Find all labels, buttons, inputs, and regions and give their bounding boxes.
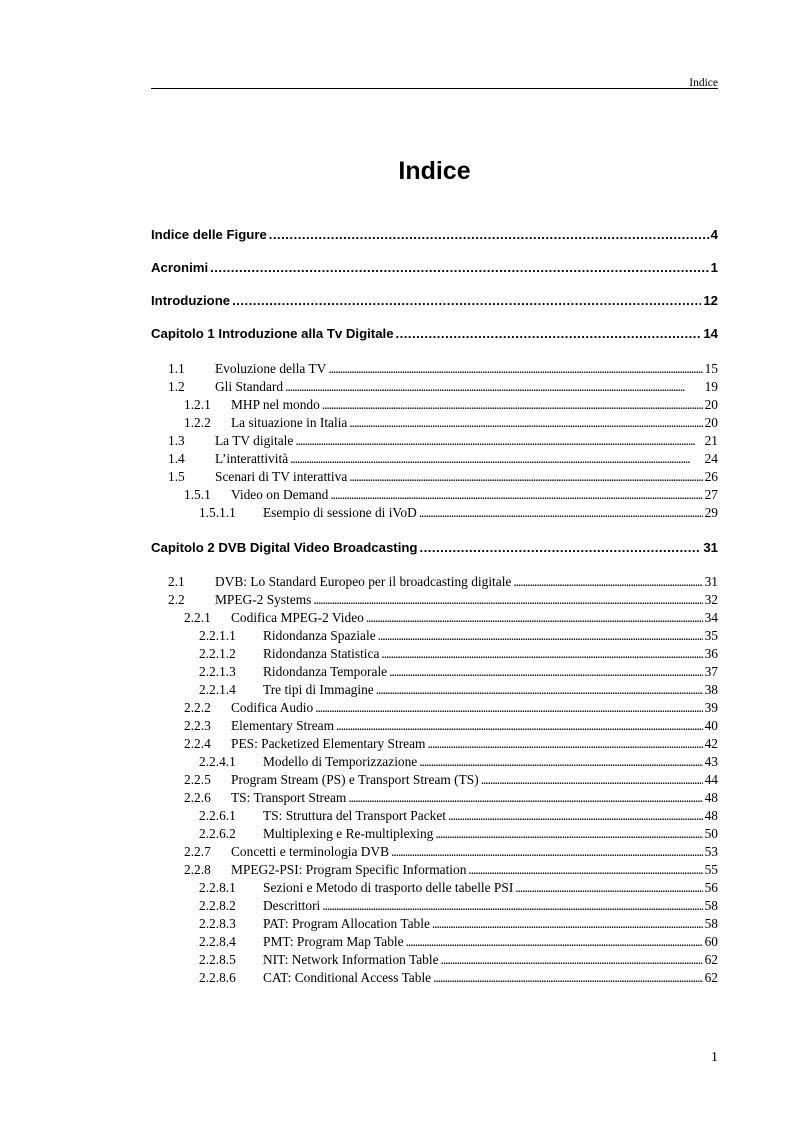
- toc-entry[interactable]: [151, 645, 718, 663]
- toc-entry-page: 20: [704, 415, 718, 430]
- dot-leader: [328, 360, 702, 378]
- toc-entry-number: 2.2.5: [184, 772, 211, 787]
- dot-leader: [441, 951, 703, 969]
- toc-entry[interactable]: [151, 432, 718, 450]
- dot-leader: [435, 825, 702, 843]
- toc-entry-number: 1.3: [168, 433, 185, 448]
- toc-entry-page: 40: [704, 718, 718, 733]
- toc-entry-number: 2.2.1.2: [199, 646, 236, 661]
- toc-entry-title: L’interattività: [215, 451, 289, 466]
- toc-entry[interactable]: [151, 627, 718, 645]
- toc-entry-title: La TV digitale: [215, 433, 294, 448]
- toc-entry-number: 2.2.6.2: [199, 826, 236, 841]
- toc-entry-number: 2.2.8.1: [199, 880, 236, 895]
- dot-leader: [391, 843, 703, 861]
- toc-entry-title: Acronimi: [151, 260, 209, 275]
- toc-entry-title: Ridondanza Temporale: [263, 664, 388, 679]
- dot-leader: [348, 789, 702, 807]
- toc-entry[interactable]: [151, 807, 718, 825]
- toc-entry-number: 2.2.8: [184, 862, 211, 877]
- toc-entry-page: 55: [704, 862, 718, 877]
- toc-entry-page: 15: [704, 361, 718, 376]
- toc-entry-capitolo-2[interactable]: [151, 539, 718, 557]
- dot-leader: [378, 627, 703, 645]
- toc-entry-page: 56: [704, 880, 718, 895]
- toc-entry-page: 37: [704, 664, 718, 679]
- toc-entry-page: 38: [704, 682, 718, 697]
- dot-leader: [322, 396, 703, 414]
- toc-entry-title: MPEG-2 Systems: [215, 592, 312, 607]
- toc-entry[interactable]: [151, 951, 718, 969]
- toc-entry-title: CAT: Conditional Access Table: [263, 970, 432, 985]
- toc-entry-page: 32: [704, 592, 718, 607]
- toc-entry-number: 2.2.1.4: [199, 682, 236, 697]
- toc-entry-page: 27: [704, 487, 718, 502]
- toc-entry-page: 24: [704, 451, 718, 466]
- toc-entry[interactable]: [151, 753, 718, 771]
- toc-entry-title: Codifica MPEG-2 Video: [231, 610, 364, 625]
- toc-entry-number: 1.2.2: [184, 415, 211, 430]
- toc-entry[interactable]: [151, 915, 718, 933]
- toc-entry[interactable]: [151, 360, 718, 378]
- dot-leader: [513, 573, 702, 591]
- toc-entry-number: 2.2.1.3: [199, 664, 236, 679]
- toc-entry-page: 53: [704, 844, 718, 859]
- dot-leader: [406, 933, 703, 951]
- dot-leader: [330, 486, 702, 504]
- toc-entry-number: 1.1: [168, 361, 185, 376]
- dot-leader: [419, 753, 702, 771]
- toc-entry-number: 2.2.6: [184, 790, 211, 805]
- toc-entry-page: 12: [703, 293, 718, 308]
- toc-entry-page: 21: [704, 433, 718, 448]
- toc-entry-page: 26: [704, 469, 718, 484]
- dot-leader: [322, 897, 702, 915]
- toc-entry-page: 60: [704, 934, 718, 949]
- toc-entry-page: 50: [704, 826, 718, 841]
- toc-entry-page: 34: [704, 610, 718, 625]
- toc-entry-page: 20: [704, 397, 718, 412]
- toc-entry-number: 2.2.8.2: [199, 898, 236, 913]
- toc-entry[interactable]: [151, 663, 718, 681]
- toc-entry-number: 2.2.8.6: [199, 970, 236, 985]
- toc-entry-title: Evoluzione della TV: [215, 361, 327, 376]
- toc-entry-page: 31: [703, 540, 718, 555]
- dot-leader: [481, 771, 703, 789]
- toc-entry-title: Scenari di TV interattiva: [215, 469, 348, 484]
- toc-entry-title: TS: Struttura del Transport Packet: [263, 808, 446, 823]
- dot-leader: [313, 591, 702, 609]
- toc-entry-title: Descrittori: [263, 898, 321, 913]
- dot-leader: [315, 699, 702, 717]
- toc-entry[interactable]: [151, 486, 718, 504]
- toc-entry-number: 2.2.2: [184, 700, 211, 715]
- toc-entry-page: 48: [704, 790, 718, 805]
- toc-entry-number: 1.4: [168, 451, 185, 466]
- toc-entry-title: NIT: Network Information Table: [263, 952, 439, 967]
- dot-leader: [349, 468, 702, 486]
- toc-entry[interactable]: [151, 609, 718, 627]
- toc-entry-page: 35: [704, 628, 718, 643]
- toc-entry-number: 2.2.8.4: [199, 934, 236, 949]
- toc-entry[interactable]: [151, 414, 718, 432]
- toc-entry-number: 1.2.1: [184, 397, 211, 412]
- toc-entry-title: Ridondanza Spaziale: [263, 628, 376, 643]
- toc-entry-title: Esempio di sessione di iVoD: [263, 505, 417, 520]
- toc-entry-title: Ridondanza Statistica: [263, 646, 380, 661]
- toc-entry-title: Video on Demand: [231, 487, 329, 502]
- toc-entry-number: 1.2: [168, 379, 185, 394]
- toc-entry-page: 36: [704, 646, 718, 661]
- toc-entry-number: 2.2.1.1: [199, 628, 236, 643]
- toc-entry-title: Gli Standard: [215, 379, 284, 394]
- toc-entry-title: Sezioni e Metodo di trasporto delle tabelle PSI: [263, 880, 514, 895]
- dot-leader: [468, 861, 702, 879]
- toc-entry[interactable]: [151, 771, 718, 789]
- toc-entry-indice-figure[interactable]: [151, 226, 718, 244]
- toc-entry[interactable]: [151, 825, 718, 843]
- table-of-contents: [151, 0, 718, 1123]
- toc-entry-title: Multiplexing e Re-multiplexing: [263, 826, 434, 841]
- toc-entry-page: 4: [710, 227, 718, 242]
- toc-entry-number: 2.2.3: [184, 718, 211, 733]
- toc-entry-title: PES: Packetized Elementary Stream: [231, 736, 426, 751]
- dot-leader: [515, 879, 702, 897]
- toc-entry-number: 1.5.1: [184, 487, 211, 502]
- dot-leader: [210, 259, 709, 277]
- toc-entry[interactable]: [151, 735, 718, 753]
- dot-leader: [381, 645, 702, 663]
- dot-leader: [433, 969, 702, 987]
- dot-leader: [389, 663, 702, 681]
- toc-entry-title: La situazione in Italia: [231, 415, 348, 430]
- toc-entry-page: 43: [704, 754, 718, 769]
- toc-entry-page: 62: [704, 970, 718, 985]
- toc-entry-page: 58: [704, 898, 718, 913]
- toc-entry-number: 2.1: [168, 574, 185, 589]
- toc-entry-title: MHP nel mondo: [231, 397, 320, 412]
- toc-entry[interactable]: [151, 396, 718, 414]
- toc-entry-title: DVB: Lo Standard Europeo per il broadcasting digitale: [215, 574, 512, 589]
- toc-entry[interactable]: [151, 843, 718, 861]
- dot-leader: [432, 915, 703, 933]
- toc-entry-title: Introduzione: [151, 293, 231, 308]
- dot-leader: [366, 609, 703, 627]
- toc-entry-acronimi[interactable]: [151, 259, 718, 277]
- toc-entry-number: 2.2.4: [184, 736, 211, 751]
- dot-leader: [232, 292, 701, 310]
- dot-leader: [290, 450, 702, 468]
- toc-entry-title: Elementary Stream: [231, 718, 334, 733]
- dot-leader: [285, 378, 703, 396]
- toc-entry-title: PMT: Program Map Table: [263, 934, 404, 949]
- toc-entry[interactable]: [151, 681, 718, 699]
- toc-entry-title: Tre tipi di Immagine: [263, 682, 374, 697]
- toc-entry-page: 48: [704, 808, 718, 823]
- page-number: 1: [711, 1050, 718, 1065]
- toc-entry[interactable]: [151, 591, 718, 609]
- toc-entry[interactable]: [151, 717, 718, 735]
- dot-leader: [336, 717, 703, 735]
- toc-entry-page: 42: [704, 736, 718, 751]
- toc-entry[interactable]: [151, 789, 718, 807]
- toc-entry[interactable]: [151, 468, 718, 486]
- toc-entry[interactable]: [151, 573, 718, 591]
- toc-entry-capitolo-1[interactable]: [151, 325, 718, 343]
- toc-entry[interactable]: [151, 699, 718, 717]
- toc-entry[interactable]: [151, 378, 718, 396]
- toc-entry-page: 44: [704, 772, 718, 787]
- toc-entry[interactable]: [151, 861, 718, 879]
- toc-entry-page: 39: [704, 700, 718, 715]
- toc-entry-introduzione[interactable]: [151, 292, 718, 310]
- toc-entry-page: 31: [704, 574, 718, 589]
- dot-leader: [427, 735, 702, 753]
- toc-entry-title: Program Stream (PS) e Transport Stream (TS): [231, 772, 479, 787]
- toc-entry-page: 29: [704, 505, 718, 520]
- toc-entry[interactable]: [151, 897, 718, 915]
- toc-entry-number: 2.2.1: [184, 610, 211, 625]
- toc-entry-title: Capitolo 2 DVB Digital Video Broadcasting: [151, 540, 418, 555]
- toc-entry-number: 1.5: [168, 469, 185, 484]
- toc-entry-number: 2.2.6.1: [199, 808, 236, 823]
- toc-entry[interactable]: [151, 450, 718, 468]
- toc-entry-page: 14: [703, 326, 718, 341]
- toc-entry-title: Indice delle Figure: [151, 227, 267, 242]
- toc-entry-number: 2.2.8.3: [199, 916, 236, 931]
- dot-leader: [419, 504, 703, 522]
- toc-entry-title: MPEG2-PSI: Program Specific Information: [231, 862, 467, 877]
- toc-entry[interactable]: [151, 504, 718, 522]
- dot-leader: [396, 325, 702, 343]
- toc-entry-page: 19: [704, 379, 718, 394]
- toc-entry-title: Modello di Temporizzazione: [263, 754, 418, 769]
- dot-leader: [269, 226, 709, 244]
- toc-entry-page: 58: [704, 916, 718, 931]
- dot-leader: [295, 432, 702, 450]
- toc-entry-title: TS: Transport Stream: [231, 790, 347, 805]
- dot-leader: [448, 807, 703, 825]
- toc-entry-number: 2.2.4.1: [199, 754, 236, 769]
- toc-entry-number: 2.2: [168, 592, 185, 607]
- toc-entry[interactable]: [151, 969, 718, 987]
- running-head: Indice: [689, 77, 718, 89]
- dot-leader: [349, 414, 702, 432]
- toc-entry-page: 1: [710, 260, 718, 275]
- dot-leader: [376, 681, 703, 699]
- toc-entry-number: 1.5.1.1: [199, 505, 236, 520]
- toc-entry-title: PAT: Program Allocation Table: [263, 916, 430, 931]
- toc-entry-number: 2.2.8.5: [199, 952, 236, 967]
- toc-entry-title: Capitolo 1 Introduzione alla Tv Digitale: [151, 326, 394, 341]
- page-title: Indice: [398, 157, 471, 185]
- toc-entry-title: Concetti e terminologia DVB: [231, 844, 390, 859]
- toc-entry-page: 62: [704, 952, 718, 967]
- toc-entry[interactable]: [151, 933, 718, 951]
- toc-entry[interactable]: [151, 879, 718, 897]
- dot-leader: [419, 539, 701, 557]
- toc-entry-title: Codifica Audio: [231, 700, 314, 715]
- toc-entry-number: 2.2.7: [184, 844, 211, 859]
